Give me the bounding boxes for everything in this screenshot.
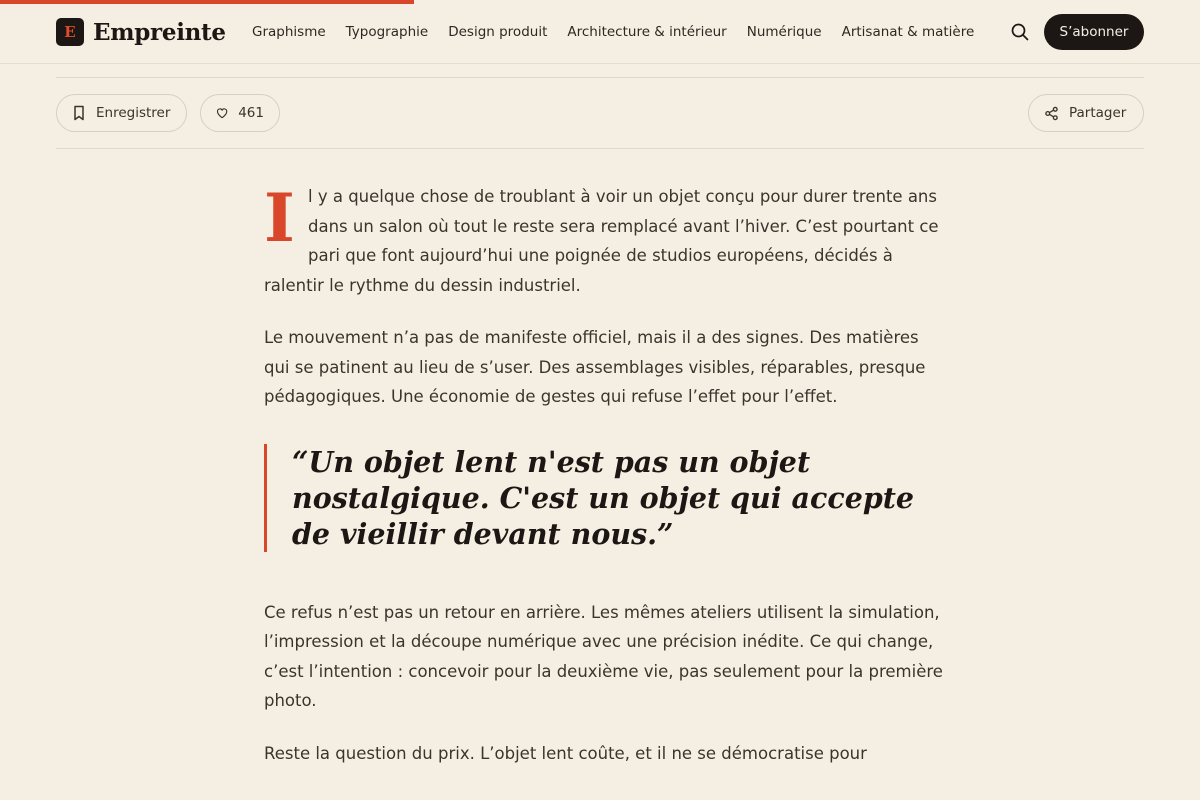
paragraph: [264, 179, 944, 300]
divider: [56, 148, 1144, 149]
paragraph: Ce refus n’est pas un retour en arrière. Les mêmes ateliers utilisent la simulation, l’impression et la découpe numérique avec une précision inédite. Ce qui change, c’est l’intention : concevoir pour la deuxième vie, pas seulement pour la première photo.: [264, 602, 943, 710]
save-label: Enregistrer: [96, 105, 171, 121]
search-icon: [1010, 22, 1030, 42]
nav-item-numerique[interactable]: Numérique: [746, 24, 822, 40]
nav-item-architecture[interactable]: Architecture & intérieur: [567, 24, 727, 40]
share-icon: [1044, 106, 1059, 121]
top-bar: [0, 0, 1200, 64]
logo-mark: E: [56, 18, 84, 46]
share-label: Partager: [1069, 105, 1127, 121]
nav-item-graphisme[interactable]: Graphisme: [252, 24, 326, 40]
nav-item-artisanat[interactable]: Artisanat & matière: [841, 24, 975, 40]
like-count: 461: [238, 105, 264, 121]
article-body: [264, 179, 944, 791]
pull-quote: “Un objet lent n'est pas un objet nostalgique. C'est un objet qui accepte de vieillir devant nous.”: [264, 444, 924, 552]
heart-icon: [216, 106, 228, 120]
paragraph: Reste la question du prix. L’objet lent coûte, et il ne se démocratise pour: [264, 743, 867, 763]
like-button[interactable]: [200, 94, 280, 132]
dropcap: I: [264, 179, 295, 257]
main-nav: [252, 24, 994, 40]
paragraph-text: l y a quelque chose de troublant à voir un objet conçu pour durer trente ans dans un salon où tout le reste sera remplacé avant l’hiver. C’est pourtant ce pari que font aujourd’hui une poignée de studios européens, décidés à ralentir le rythme du dessin industriel.: [264, 187, 939, 295]
search-button[interactable]: [1010, 22, 1030, 42]
paragraph: Le mouvement n’a pas de manifeste officiel, mais il a des signes. Des matières qui se patinent au lieu de s’user. Des assemblages visibles, réparables, presque pédagogiques. Une économie de gestes qui refuse l’effet pour l’effet.: [264, 328, 926, 406]
save-button[interactable]: [56, 94, 187, 132]
nav-item-design-produit[interactable]: Design produit: [448, 24, 548, 40]
divider: [56, 77, 1144, 78]
share-button[interactable]: [1028, 94, 1144, 132]
nav-item-typographie[interactable]: Typographie: [345, 24, 429, 40]
bookmark-icon: [72, 105, 86, 121]
logo-name: Empreinte: [93, 18, 226, 46]
logo[interactable]: [56, 18, 226, 46]
subscribe-button[interactable]: S’abonner: [1044, 14, 1144, 50]
